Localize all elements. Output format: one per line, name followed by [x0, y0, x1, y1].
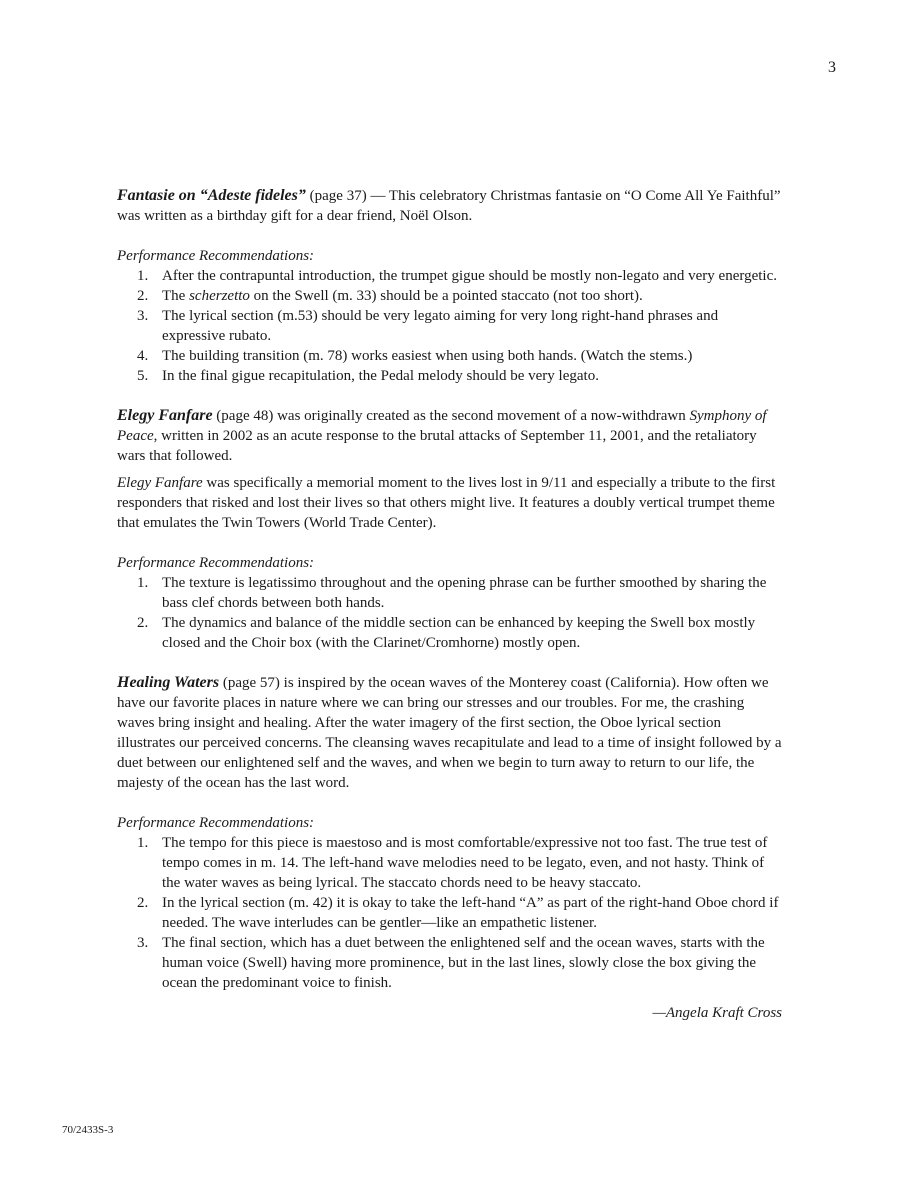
page-number: 3: [828, 59, 836, 76]
list-text: The lyrical section (m.53) should be very legato aiming for very long right-hand phrases and expressive rubato.: [162, 308, 719, 344]
healing-recommendations-list: [117, 833, 782, 993]
list-text-post: on the Swell (m. 33) should be a pointed staccato (not too short).: [249, 288, 643, 304]
list-item: [117, 573, 782, 613]
elegy-recommendations-heading: Performance Recommendations:: [117, 555, 315, 571]
list-item: [117, 366, 782, 386]
list-item: [117, 306, 782, 346]
list-item: [117, 286, 782, 306]
footer-code: 70/2433S-3: [62, 1124, 114, 1136]
list-item: [117, 833, 782, 893]
fantasie-title: Fantasie on “Adeste fideles”: [117, 187, 306, 204]
elegy-symphony-title: Symphony of Peace: [117, 408, 767, 444]
elegy-second-paragraph: [117, 473, 782, 533]
list-text: After the contrapuntal introduction, the trumpet gigue should be mostly non-legato and very energetic.: [162, 268, 777, 284]
author-signature: —Angela Kraft Cross: [652, 1005, 782, 1021]
fantasie-recommendations-list: [117, 266, 782, 386]
list-number: 5.: [137, 368, 149, 384]
list-text-pre: The: [162, 288, 190, 304]
fantasie-intro-text: (page 37) — This celebratory Christmas fantasie on “O Come All Ye Faithful” was written as a birthday gift for a dear friend, Noël Olson.: [117, 188, 781, 224]
list-item: [117, 893, 782, 933]
fantasie-intro: [117, 186, 782, 226]
healing-intro-text: (page 57) is inspired by the ocean waves of the Monterey coast (California). How often we have our favorite places in nature where we can bring our stresses and our troubles. For me, the crashing waves bring insight and healing. After the water imagery of the first section, the Oboe lyrical section illustrates our perceived concerns. The cleansing waves recapitulate and lead to a time of insight followed by a duet between our enlightened self and the waves, and when we begin to turn away to return to our life, the majesty of the ocean has the last word.: [117, 675, 782, 791]
list-number: 2.: [137, 895, 149, 911]
fantasie-recommendations-heading: Performance Recommendations:: [117, 248, 315, 264]
list-number: 3.: [137, 935, 149, 951]
elegy-title: Elegy Fanfare: [117, 407, 213, 424]
list-text: The final section, which has a duet between the enlightened self and the ocean waves, starts with the human voice (Swell) having more prominence, but in the last lines, slowly close the box giving the ocean the predominant voice to finish.: [162, 935, 765, 991]
list-text-emphasis: scherzetto: [189, 288, 250, 304]
list-text: In the final gigue recapitulation, the Pedal melody should be very legato.: [162, 368, 599, 384]
healing-recommendations-heading: Performance Recommendations:: [117, 815, 315, 831]
list-number: 1.: [137, 268, 149, 284]
list-number: 2.: [137, 288, 149, 304]
list-text: The texture is legatissimo throughout and the opening phrase can be further smoothed by sharing the bass clef chords between both hands.: [162, 575, 767, 611]
elegy-recommendations-list: [117, 573, 782, 653]
elegy-intro: [117, 406, 782, 466]
list-item: [117, 346, 782, 366]
list-text: The building transition (m. 78) works easiest when using both hands. (Watch the stems.): [162, 348, 693, 364]
list-item: [117, 266, 782, 286]
list-text: In the lyrical section (m. 42) it is okay to take the left-hand “A” as part of the right-hand Oboe chord if needed. The wave interludes can be gentler—like an empathetic listener.: [162, 895, 779, 931]
elegy-second-paragraph-text: was specifically a memorial moment to the lives lost in 9/11 and especially a tribute to the first responders that risked and lost their lives so that others might live. It features a doubly vertical trumpet theme that emulates the Twin Towers (World Trade Center).: [117, 475, 776, 531]
list-text: The tempo for this piece is maestoso and is most comfortable/expressive not too fast. The true test of tempo comes in m. 14. The left-hand wave melodies need to be legato, even, and not hasty. Think of the water waves as being lyrical. The staccato chords need to be heavy staccato.: [162, 835, 768, 891]
list-text: The dynamics and balance of the middle section can be enhanced by keeping the Swell box mostly closed and the Choir box (with the Clarinet/Cromhorne) mostly open.: [162, 615, 756, 651]
elegy-title-italic: Elegy Fanfare: [117, 475, 203, 491]
page-content: [117, 186, 782, 1023]
list-item: [117, 933, 782, 993]
list-number: 2.: [137, 615, 149, 631]
healing-intro: [117, 673, 782, 793]
list-number: 1.: [137, 835, 149, 851]
list-number: 4.: [137, 348, 149, 364]
elegy-intro-text-b: , written in 2002 as an acute response to the brutal attacks of September 11, 2001, and the retaliatory wars that followed.: [117, 428, 757, 464]
list-item: [117, 613, 782, 653]
list-number: 1.: [137, 575, 149, 591]
list-number: 3.: [137, 308, 149, 324]
elegy-intro-text-a: (page 48) was originally created as the second movement of a now-withdrawn: [212, 408, 690, 424]
healing-title: Healing Waters: [117, 674, 220, 691]
